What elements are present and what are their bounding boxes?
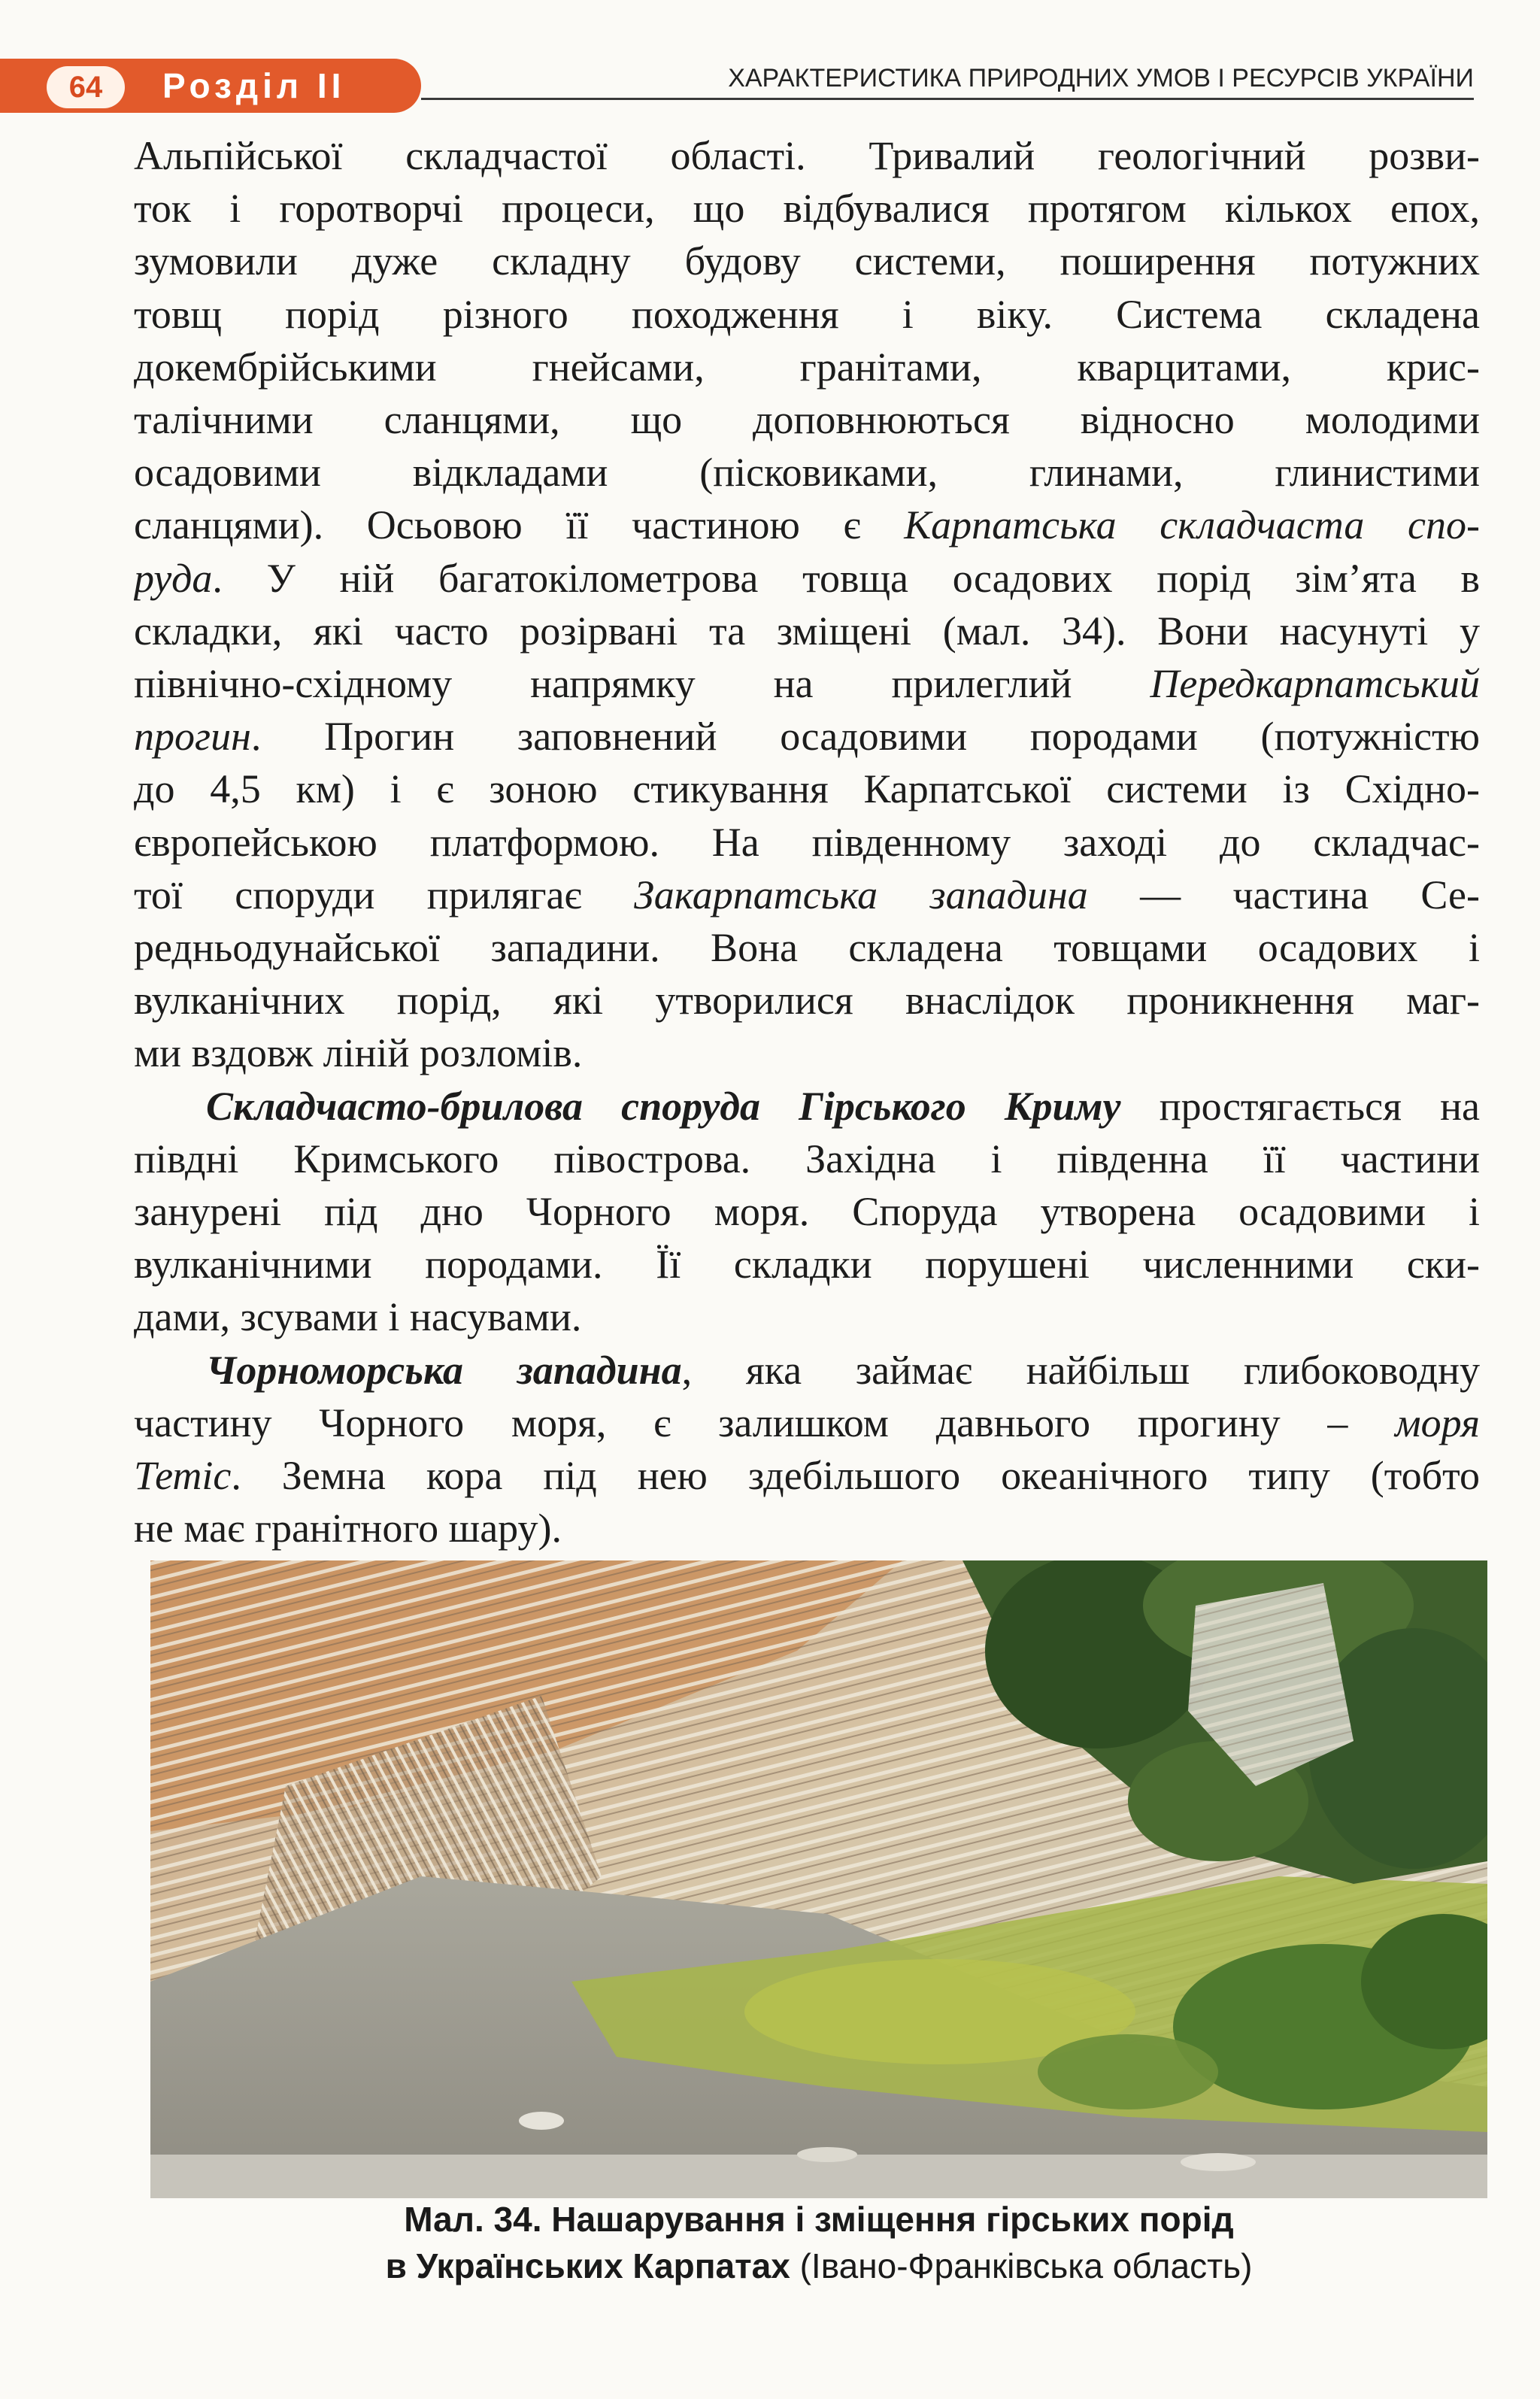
caption-line-1: Мал. 34. Нашарування і зміщення гірських порід	[404, 2200, 1234, 2239]
header-rule	[421, 98, 1474, 100]
paragraph-crimea	[134, 1080, 1480, 1344]
text-line: не має гранітного шару).	[134, 1506, 562, 1551]
text-line: вулканічними породами. Її складки порушені численними ски-	[134, 1242, 1480, 1287]
section-label: Розділ II	[162, 66, 346, 105]
text-line: до 4,5 км) і є зоною стикування Карпатської системи із Східно-	[134, 766, 1480, 812]
body-text	[134, 129, 1480, 1554]
paragraph-carpathians	[134, 129, 1480, 1080]
text-line: європейською платформою. На південному заході до складчас-	[134, 819, 1480, 865]
term-carpathian-folded-structure: Карпатська складчаста спо-	[904, 502, 1480, 548]
text-line: осадовими відкладами (пісковиками, глинами, глинистими	[134, 450, 1480, 496]
text-line: докембрійськими гнейсами, гранітами, кварцитами, крис-	[134, 344, 1480, 390]
text-line: руда. У ній багатокілометрова товща осадових порід зім’ята в	[134, 555, 1480, 601]
text-line: Складчасто-брилова споруда Гірського Криму простягається на	[206, 1083, 1480, 1129]
term-black-sea-depression: Чорноморська западина	[206, 1347, 682, 1393]
text-line: Альпійської складчастої області. Тривалий геологічний розви-	[134, 133, 1480, 178]
running-title: ХАРАКТЕРИСТИКА ПРИРОДНИХ УМОВ І РЕСУРСІВ УКРАЇНИ	[728, 64, 1474, 93]
text-line: тої споруди прилягає Закарпатська западина — частина Се-	[134, 872, 1480, 917]
text-line: Чорноморська западина, яка займає найбільш глибоководну	[206, 1347, 1480, 1393]
text-line: Тетіс. Земна кора під нею здебільшого океанічного типу (тобто	[134, 1453, 1480, 1499]
caption-line-2: в Українських Карпатах (Івано-Франківська область)	[385, 2246, 1253, 2285]
paragraph-black-sea	[134, 1344, 1480, 1555]
text-line: занурені під дно Чорного моря. Споруда утворена осадовими і	[134, 1189, 1480, 1235]
term-transcarpathian-depression: Закарпатська западина	[634, 872, 1088, 917]
text-line: зумовили дуже складну будову системи, поширення потужних	[134, 238, 1480, 284]
text-line: частину Чорного моря, є залишком давнього прогину – моря	[134, 1400, 1480, 1445]
text-line: сланцями). Осьовою її частиною є Карпатська складчаста спо-	[134, 502, 1480, 548]
text-line: товщ порід різного походження і віку. Система складена	[134, 291, 1480, 337]
text-line: ми вздовж ліній розломів.	[134, 1030, 583, 1076]
term-crimean-mountains: Складчасто-брилова споруда Гірського Криму	[206, 1083, 1121, 1129]
term-tethys-sea-end: Тетіс	[134, 1453, 232, 1499]
term-tethys-sea: моря	[1395, 1400, 1480, 1445]
rock-strata-photo	[150, 1560, 1487, 2198]
text-line: дами, зсувами і насувами.	[134, 1294, 582, 1340]
term-precarpathian-trough-end: прогин	[134, 714, 251, 760]
text-line: вулканічних порід, які утворилися внаслідок проникнення маг-	[134, 978, 1480, 1024]
text-line: ток і горотворчі процеси, що відбувалися протягом кількох епох,	[134, 186, 1480, 232]
text-line: півдні Кримського півострова. Західна і південна її частини	[134, 1136, 1480, 1181]
text-line: складки, які часто розірвані та зміщені (мал. 34). Вони насунуті у	[134, 608, 1480, 654]
term-carpathian-folded-structure-end: руда	[134, 555, 213, 601]
term-precarpathian-trough: Передкарпатський	[1150, 661, 1480, 707]
figure-caption	[150, 2196, 1487, 2289]
text-line: північно-східному напрямку на прилеглий Передкарпатський	[134, 661, 1480, 707]
text-line: прогин. Прогин заповнений осадовими породами (потужністю	[134, 714, 1480, 760]
text-line: редньодунайської западини. Вона складена товщами осадових і	[134, 925, 1480, 971]
page-number: 64	[47, 66, 125, 108]
text-line: талічними сланцями, що доповнюються відносно молодими	[134, 397, 1480, 443]
